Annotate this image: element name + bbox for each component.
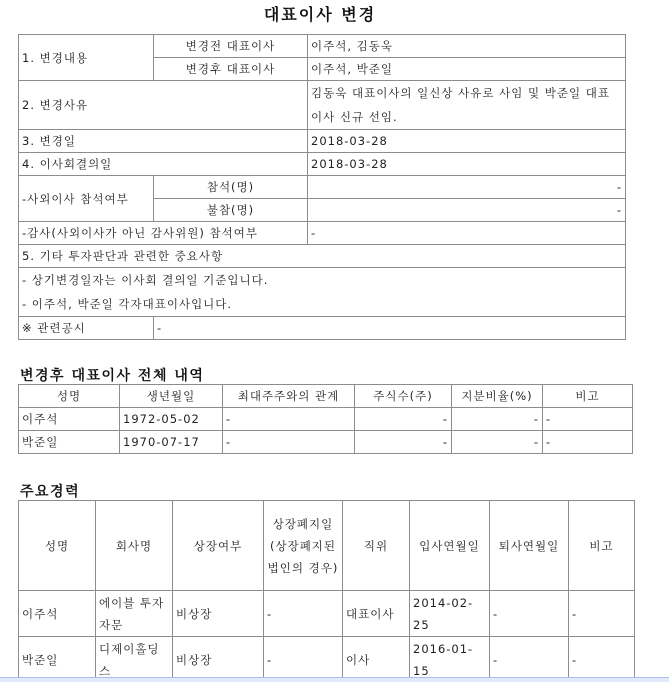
table-row: [19, 130, 626, 153]
cell-remarks: -: [569, 591, 635, 637]
present-label: 참석(명): [154, 176, 308, 199]
after-ceo-label: 변경후 대표이사: [154, 58, 308, 81]
cell-name: 이주석: [19, 408, 120, 431]
related-disclosure-label: ※ 관련공시: [19, 317, 154, 340]
cell-listed: 비상장: [173, 591, 264, 637]
bottom-frame-edge: [0, 677, 669, 682]
col-header-listed: 상장여부: [173, 501, 264, 591]
other-matters-label: 5. 기타 투자판단과 관련한 중요사항: [19, 245, 626, 268]
cell-company: 디제이홀딩스: [96, 637, 173, 682]
table-header-row: [19, 385, 633, 408]
cell-remarks: -: [543, 431, 633, 454]
note-line: - 이주석, 박준일 각자대표이사입니다.: [22, 297, 233, 311]
col-header-remarks: 비고: [543, 385, 633, 408]
table-row: [19, 591, 635, 637]
col-header-ratio: 지분비율(%): [452, 385, 543, 408]
before-ceo-value: 이주석, 김동욱: [308, 35, 626, 58]
reason-value: 김동욱 대표이사의 일신상 사유로 사임 및 박준일 대표이사 신규 선임.: [308, 81, 626, 130]
table-row: [19, 431, 633, 454]
related-disclosure-value: -: [154, 317, 626, 340]
cell-position: 대표이사: [343, 591, 410, 637]
career-table: [18, 500, 635, 682]
cell-name: 이주석: [19, 591, 96, 637]
ceo-table: [18, 384, 633, 454]
col-header-shares: 주식수(주): [355, 385, 452, 408]
change-summary-table: [18, 34, 626, 340]
change-date-value: 2018-03-28: [308, 130, 626, 153]
col-header-name: 성명: [19, 501, 96, 591]
cell-relation: -: [223, 431, 355, 454]
cell-ratio: -: [452, 431, 543, 454]
auditor-value: -: [308, 222, 626, 245]
col-header-position: 직위: [343, 501, 410, 591]
table-row: [19, 408, 633, 431]
table-row: [19, 317, 626, 340]
cell-birth: 1970-07-17: [120, 431, 223, 454]
cell-ratio: -: [452, 408, 543, 431]
table-header-row: [19, 501, 635, 591]
cell-remarks: -: [569, 637, 635, 682]
col-header-delisting-date: 상장폐지일(상장폐지된 법인의 경우): [264, 501, 343, 591]
cell-remarks: -: [543, 408, 633, 431]
reason-label: 2. 변경사유: [19, 81, 308, 130]
outside-director-label: -사외이사 참석여부: [19, 176, 154, 222]
cell-shares: -: [355, 408, 452, 431]
col-header-birth: 생년월일: [120, 385, 223, 408]
col-header-name: 성명: [19, 385, 120, 408]
absent-value: -: [308, 199, 626, 222]
table-row: [19, 81, 626, 130]
col-header-join-date: 입사연월일: [410, 501, 490, 591]
board-date-label: 4. 이사회결의일: [19, 153, 308, 176]
cell-position: 이사: [343, 637, 410, 682]
cell-leave-date: -: [490, 637, 569, 682]
col-header-remarks: 비고: [569, 501, 635, 591]
cell-name: 박준일: [19, 637, 96, 682]
col-header-leave-date: 퇴사연월일: [490, 501, 569, 591]
table-row: [19, 637, 635, 682]
table-row: [19, 245, 626, 268]
cell-leave-date: -: [490, 591, 569, 637]
auditor-label: -감사(사외이사가 아닌 감사위원) 참석여부: [19, 222, 308, 245]
present-value: -: [308, 176, 626, 199]
table-row: [19, 268, 626, 317]
cell-company: 에이블 투자자문: [96, 591, 173, 637]
note-line: - 상기변경일자는 이사회 결의일 기준입니다.: [22, 273, 269, 287]
other-matters-notes: [19, 268, 626, 317]
cell-listed: 비상장: [173, 637, 264, 682]
table-row: [19, 176, 626, 199]
after-ceo-value: 이주석, 박준일: [308, 58, 626, 81]
cell-name: 박준일: [19, 431, 120, 454]
change-content-label: 1. 변경내용: [19, 35, 154, 81]
ceo-section-title: 변경후 대표이사 전체 내역: [20, 368, 205, 384]
board-date-value: 2018-03-28: [308, 153, 626, 176]
cell-delisting-date: -: [264, 637, 343, 682]
table-row: [19, 153, 626, 176]
change-date-label: 3. 변경일: [19, 130, 308, 153]
cell-birth: 1972-05-02: [120, 408, 223, 431]
cell-delisting-date: -: [264, 591, 343, 637]
table-row: [19, 222, 626, 245]
col-header-relation: 최대주주와의 관계: [223, 385, 355, 408]
cell-relation: -: [223, 408, 355, 431]
before-ceo-label: 변경전 대표이사: [154, 35, 308, 58]
absent-label: 불참(명): [154, 199, 308, 222]
col-header-company: 회사명: [96, 501, 173, 591]
cell-join-date: 2014-02-25: [410, 591, 490, 637]
cell-join-date: 2016-01-15: [410, 637, 490, 682]
career-section-title: 주요경력: [20, 484, 81, 500]
page-title: 대표이사 변경: [263, 5, 377, 24]
table-row: [19, 35, 626, 58]
cell-shares: -: [355, 431, 452, 454]
